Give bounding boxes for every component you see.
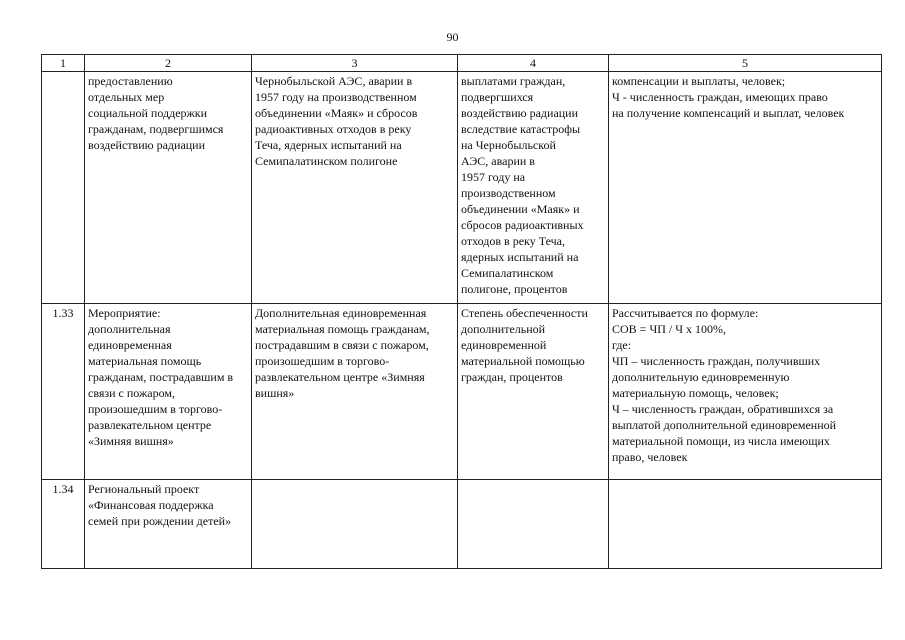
header-cell: 4 xyxy=(458,55,609,72)
cell-text-line: гражданам, пострадавшим в xyxy=(88,370,234,384)
cell-description xyxy=(252,480,458,569)
cell-text-line: где: xyxy=(612,338,632,352)
cell-text-line: Степень обеспеченности xyxy=(461,306,588,320)
cell-name xyxy=(85,304,252,480)
cell-description xyxy=(252,72,458,304)
cell-text-line: воздействию радиации xyxy=(88,138,206,152)
cell-indicator xyxy=(458,480,609,569)
cell-text-line: 1957 году на xyxy=(461,170,526,184)
cell-text-line: на Чернобыльской xyxy=(461,138,556,152)
cell-text-line: единовременная xyxy=(88,338,172,352)
cell-text-line: отходов в реку Теча, xyxy=(461,234,565,248)
cell-text-line: Региональный проект xyxy=(88,482,200,496)
cell-text-line: выплатой дополнительной единовременной xyxy=(612,418,837,432)
cell-description xyxy=(252,304,458,480)
header-cell: 2 xyxy=(85,55,252,72)
cell-indicator xyxy=(458,304,609,480)
header-cell: 1 xyxy=(42,55,85,72)
cell-text-line: развлекательном центре «Зимняя xyxy=(255,370,425,384)
cell-text-line: дополнительную единовременную xyxy=(612,370,790,384)
cell-name xyxy=(85,72,252,304)
cell-text-line: сбросов радиоактивных xyxy=(461,218,584,232)
cell-text-line: АЭС, аварии в xyxy=(461,154,535,168)
row-number: 1.34 xyxy=(42,480,85,569)
cell-name xyxy=(85,480,252,569)
cell-text-line: дополнительной xyxy=(461,322,546,336)
cell-text-line: воздействию радиации xyxy=(461,106,579,120)
cell-text-line: право, человек xyxy=(612,450,688,464)
cell-text-line: «Финансовая поддержка xyxy=(88,498,214,512)
cell-text-line: объединении «Маяк» и сбросов xyxy=(255,106,418,120)
row-number: 1.33 xyxy=(42,304,85,480)
cell-text-line: вследствие катастрофы xyxy=(461,122,581,136)
cell-text-line: Дополнительная единовременная xyxy=(255,306,427,320)
cell-text-line: Чернобыльской АЭС, аварии в xyxy=(255,74,413,88)
cell-text-line: отдельных мер xyxy=(88,90,165,104)
cell-text-line: материальная помощь xyxy=(88,354,202,368)
cell-text-line: компенсации и выплаты, человек; xyxy=(612,74,786,88)
table-row xyxy=(42,304,882,480)
cell-text-line: Рассчитывается по формуле: xyxy=(612,306,759,320)
document-table xyxy=(41,54,882,569)
cell-text-line: гражданам, подвергшимся xyxy=(88,122,224,136)
cell-text-line: вишня» xyxy=(255,386,295,400)
cell-text-line: 1957 году на производственном xyxy=(255,90,417,104)
cell-formula xyxy=(609,304,882,480)
cell-text-line: Теча, ядерных испытаний на xyxy=(255,138,402,152)
cell-indicator xyxy=(458,72,609,304)
cell-text-line: развлекательном центре xyxy=(88,418,212,432)
cell-text-line: дополнительная xyxy=(88,322,171,336)
cell-formula xyxy=(609,480,882,569)
cell-text-line: Семипалатинском полигоне xyxy=(255,154,398,168)
cell-text-line: «Зимняя вишня» xyxy=(88,434,174,448)
cell-text-line: единовременной xyxy=(461,338,547,352)
cell-text-line: подвергшихся xyxy=(461,90,534,104)
cell-text-line: на получение компенсаций и выплат, человек xyxy=(612,106,845,120)
cell-text-line: социальной поддержки xyxy=(88,106,208,120)
cell-text-line: производственном xyxy=(461,186,556,200)
cell-text-line: выплатами граждан, xyxy=(461,74,566,88)
cell-text-line: граждан, процентов xyxy=(461,370,563,384)
cell-text-line: ядерных испытаний на xyxy=(461,250,579,264)
cell-text-line: объединении «Маяк» и xyxy=(461,202,580,216)
cell-text-line: радиоактивных отходов в реку xyxy=(255,122,412,136)
cell-text-line: материальной помощью xyxy=(461,354,585,368)
cell-text-line: Ч - численность граждан, имеющих право xyxy=(612,90,828,104)
cell-text-line: предоставлению xyxy=(88,74,173,88)
cell-formula xyxy=(609,72,882,304)
cell-text-line: материальная помощь гражданам, xyxy=(255,322,430,336)
cell-text-line: СОВ = ЧП / Ч х 100%, xyxy=(612,322,727,336)
header-cell: 3 xyxy=(252,55,458,72)
cell-text-line: Ч – численность граждан, обратившихся за xyxy=(612,402,834,416)
cell-text-line: полигоне, процентов xyxy=(461,282,568,296)
cell-text-line: произошедшим в торгово- xyxy=(88,402,223,416)
cell-text-line: пострадавшим в связи с пожаром, xyxy=(255,338,429,352)
cell-text-line: произошедшим в торгово- xyxy=(255,354,390,368)
row-number xyxy=(42,72,85,304)
cell-text-line: материальную помощь, человек; xyxy=(612,386,779,400)
table-row xyxy=(42,72,882,304)
cell-text-line: Мероприятие: xyxy=(88,306,161,320)
cell-text-line: семей при рождении детей» xyxy=(88,514,232,528)
cell-text-line: ЧП – численность граждан, получивших xyxy=(612,354,821,368)
header-cell: 5 xyxy=(609,55,882,72)
cell-text-line: материальной помощи, из числа имеющих xyxy=(612,434,830,448)
table-row xyxy=(42,480,882,569)
cell-text-line: Семипалатинском xyxy=(461,266,554,280)
page-number: 90 xyxy=(446,30,459,44)
cell-text-line: связи с пожаром, xyxy=(88,386,175,400)
table-header-row xyxy=(42,55,882,72)
